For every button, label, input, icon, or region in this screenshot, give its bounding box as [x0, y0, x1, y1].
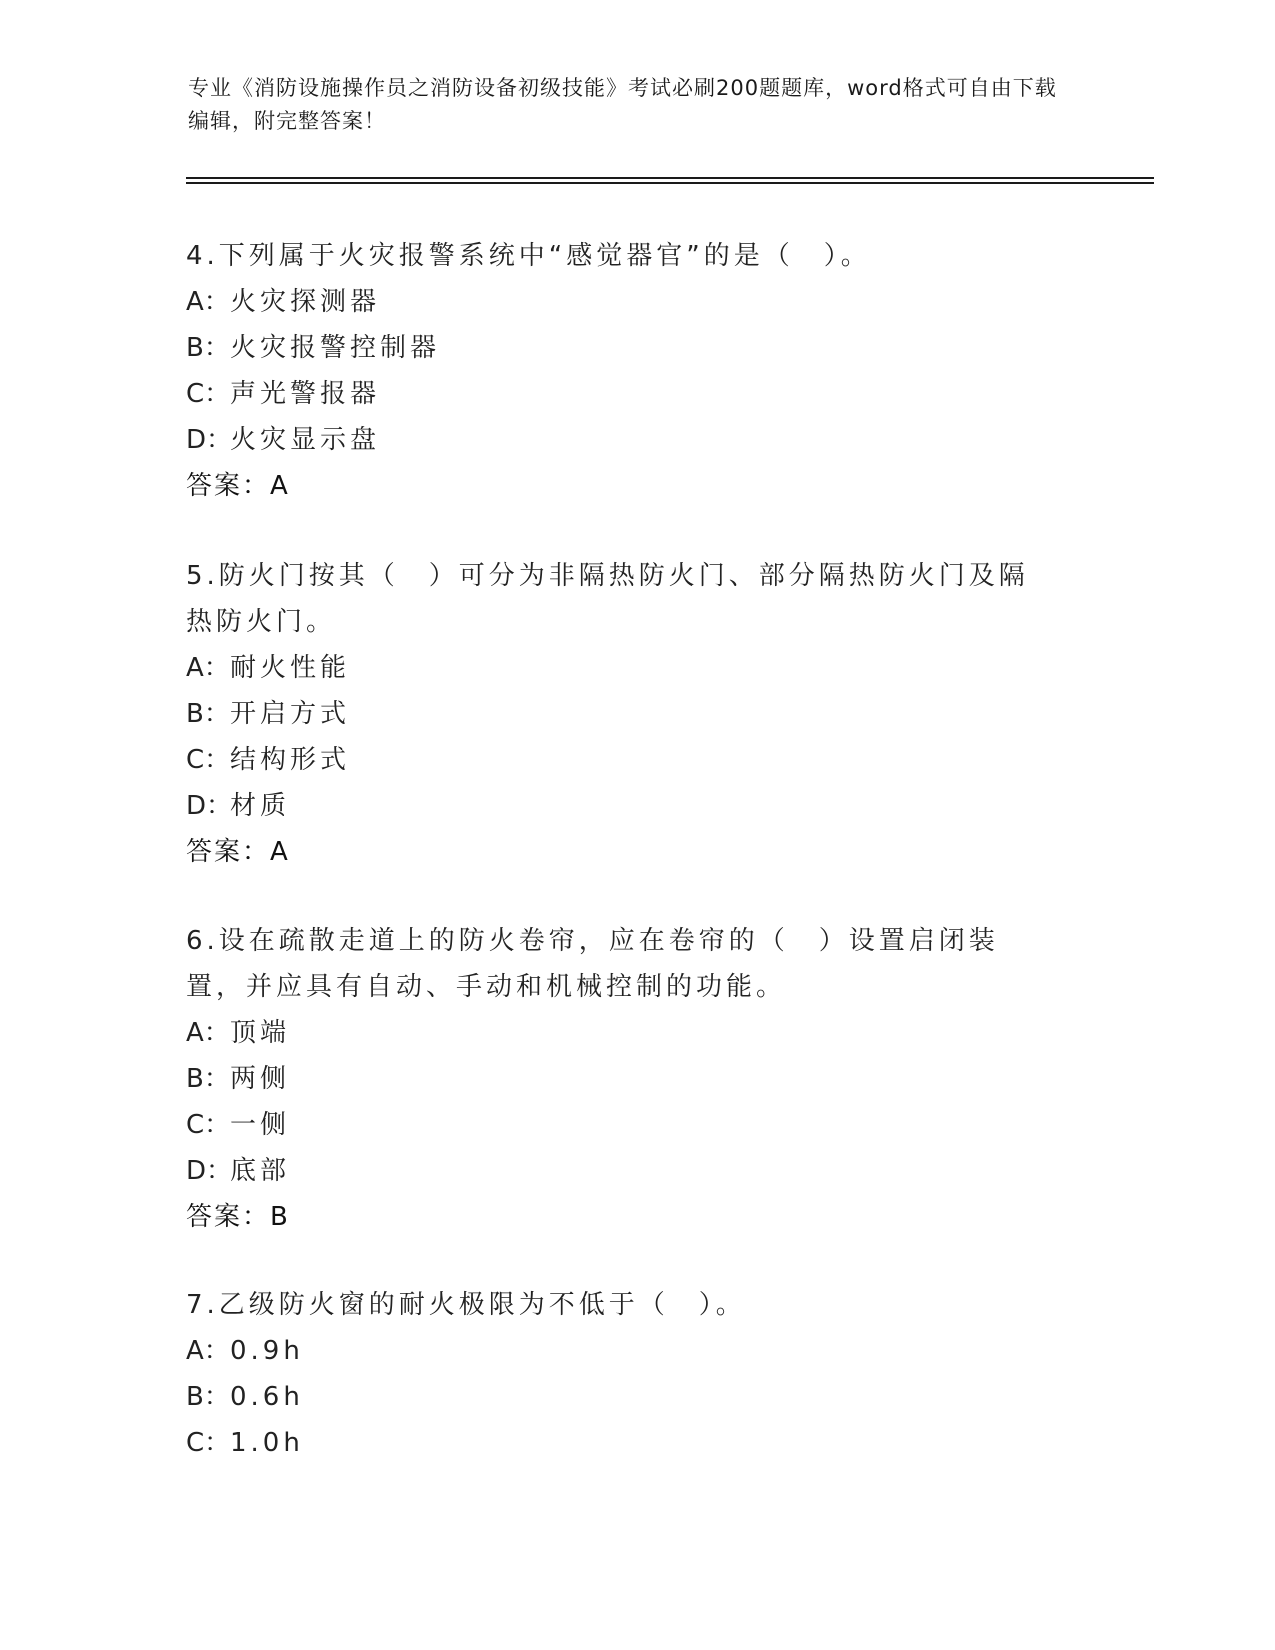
option-a — [186, 279, 1086, 325]
option-key: A： — [186, 1336, 230, 1366]
answer-value: B — [270, 1202, 289, 1232]
option-text: 1.0h — [230, 1428, 304, 1458]
question-stem: 6.设在疏散走道上的防火卷帘，应在卷帘的（ ）设置启闭装置，并应具有自动、手动和机械控制的功能。 — [186, 926, 999, 1002]
option-d — [186, 783, 1086, 829]
option-key: D： — [186, 425, 233, 455]
option-c — [186, 371, 1086, 417]
option-key: A： — [186, 653, 230, 683]
answer-line — [186, 463, 1086, 509]
option-text: 开启方式 — [230, 699, 351, 729]
option-a — [186, 645, 1086, 691]
option-d — [186, 1148, 1086, 1194]
question-4 — [186, 233, 1086, 509]
option-key: C： — [186, 1110, 231, 1140]
option-text: 火灾探测器 — [230, 287, 381, 317]
header-divider-top — [186, 177, 1154, 179]
question-6 — [186, 918, 1086, 1240]
option-key: B： — [186, 699, 230, 729]
option-text: 底部 — [230, 1156, 291, 1186]
option-key: A： — [186, 1018, 230, 1048]
option-text: 火灾报警控制器 — [230, 333, 441, 363]
answer-value: A — [270, 471, 289, 501]
option-b — [186, 691, 1086, 737]
option-text: 结构形式 — [230, 745, 351, 775]
option-text: 材质 — [230, 791, 291, 821]
option-text: 0.9h — [230, 1336, 304, 1366]
option-key: C： — [186, 379, 231, 409]
option-text: 耐火性能 — [230, 653, 351, 683]
option-key: C： — [186, 1428, 231, 1458]
option-a — [186, 1328, 1086, 1374]
option-key: C： — [186, 745, 231, 775]
option-key: D： — [186, 791, 233, 821]
question-stem: 7.乙级防火窗的耐火极限为不低于（ ）。 — [186, 1290, 746, 1320]
option-key: D： — [186, 1156, 233, 1186]
option-key: B： — [186, 333, 230, 363]
option-key: B： — [186, 1382, 230, 1412]
answer-value: A — [270, 837, 289, 867]
option-text: 两侧 — [230, 1064, 291, 1094]
answer-line — [186, 1194, 1086, 1240]
option-text: 顶端 — [230, 1018, 291, 1048]
option-b — [186, 325, 1086, 371]
option-b — [186, 1056, 1086, 1102]
option-c — [186, 737, 1086, 783]
header-divider-bottom — [186, 182, 1154, 184]
option-c — [186, 1102, 1086, 1148]
option-text: 0.6h — [230, 1382, 304, 1412]
option-key: B： — [186, 1064, 230, 1094]
option-key: A： — [186, 287, 230, 317]
document-header — [188, 72, 1068, 138]
option-a — [186, 1010, 1086, 1056]
question-stem: 4.下列属于火灾报警系统中“感觉器官”的是（ ）。 — [186, 241, 871, 271]
option-b — [186, 1374, 1086, 1420]
answer-line — [186, 829, 1086, 875]
question-5 — [186, 553, 1086, 875]
answer-label: 答案： — [186, 837, 271, 867]
option-text: 一侧 — [230, 1110, 291, 1140]
question-stem: 5.防火门按其（ ）可分为非隔热防火门、部分隔热防火门及隔热防火门。 — [186, 561, 1029, 637]
option-d — [186, 417, 1086, 463]
option-text: 火灾显示盘 — [230, 425, 381, 455]
option-c — [186, 1420, 1086, 1466]
header-intro-text: 专业《消防设施操作员之消防设备初级技能》考试必刷200题题库，word格式可自由下载编辑，附完整答案！ — [188, 76, 1057, 133]
option-text: 声光警报器 — [230, 379, 381, 409]
answer-label: 答案： — [186, 1202, 271, 1232]
question-7 — [186, 1282, 1086, 1466]
answer-label: 答案： — [186, 471, 271, 501]
